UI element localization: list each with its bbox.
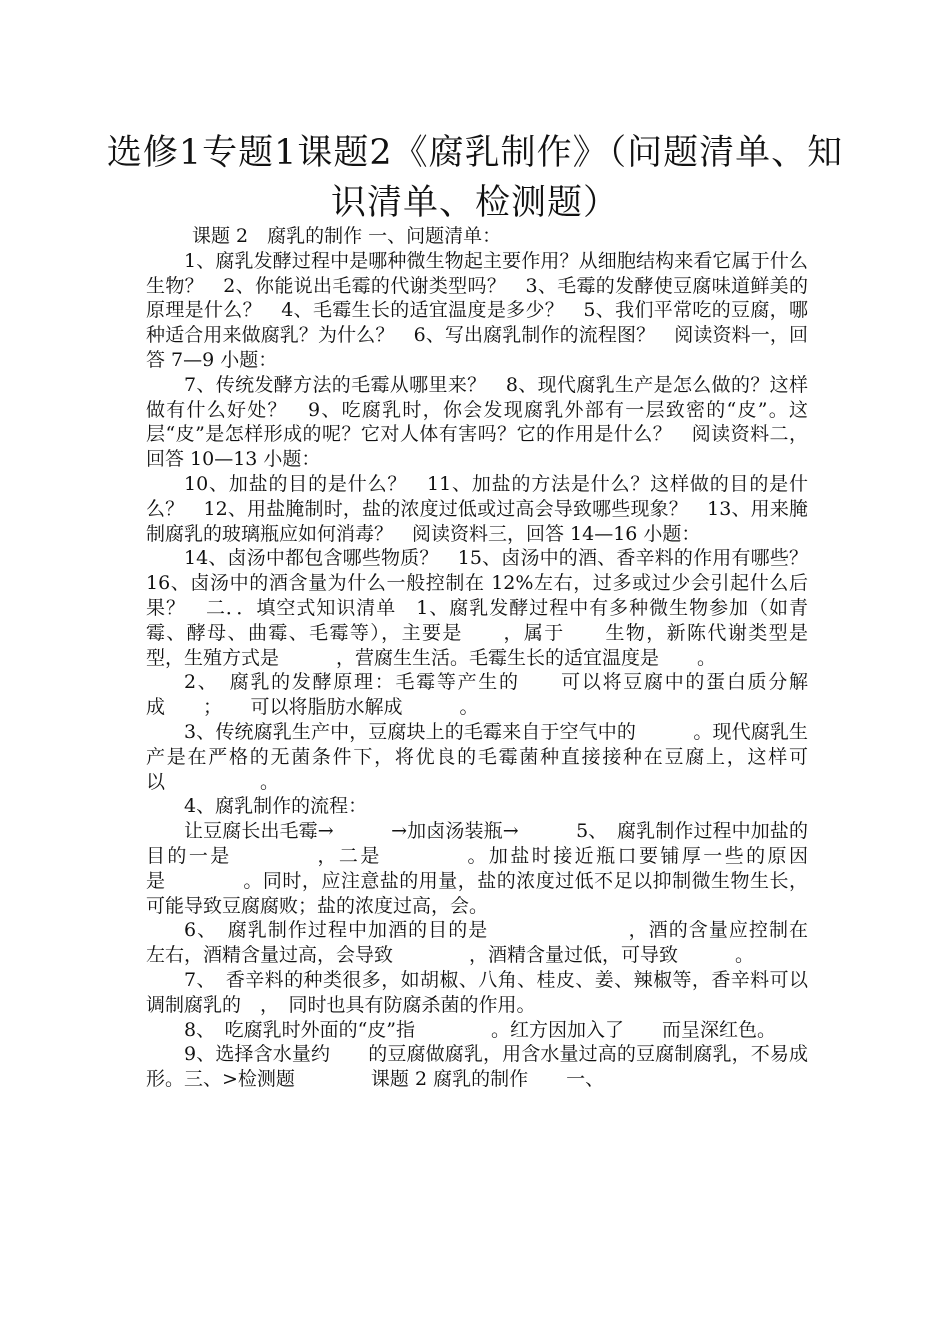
paragraph-11: 7、 香辛料的种类很多，如胡椒、八角、桂皮、姜、辣椒等，香辛料可以调制腐乳的 ， 同时也具有防腐杀菌的作用。 [146,968,808,1016]
paragraph-2: 1、腐乳发酵过程中是哪种微生物起主要作用？从细胞结构来看它属于什么生物？ 2、你能说出毛霉的代谢类型吗？ 3、毛霉的发酵使豆腐味道鲜美的原理是什么？ 4、毛霉生长的适宜温度是多少？ 5、我们平常吃的豆腐，哪种适合用来做腐乳？为什么？ 6、写出腐乳制作的流程图？ 阅读资料一，回答 7—9 小题： [146,249,808,371]
paragraph-6: 2、 腐乳的发酵原理：毛霉等产生的 可以将豆腐中的蛋白质分解成 ； 可以将脂肪水解成 。 [146,671,808,719]
paragraph-1: 课题 2 腐乳的制作 一、问题清单： [192,225,502,247]
document-title: 选修1专题1课题2《腐乳制作》（问题清单、知识清单、检测题） [106,133,844,223]
paragraph-5: 14、卤汤中都包含哪些物质？ 15、卤汤中的酒、香辛料的作用有哪些？ 16、卤汤中的酒含量为什么一般控制在 12%左右，过多或过少会引起什么后果？ 二．．填空式知识清单 1、腐乳发酵过程中有多种微生物参加（如青霉、酵母、曲霉、毛霉等），主要是 ，属于 生物，新陈代谢类型是 型，生殖方式是 ，营腐生生活。毛霉生长的适宜温度是 。 [146,547,866,669]
paragraph-10: 6、 腐乳制作过程中加酒的目的是 ，酒的含量应控制在 左右，酒精含量过高，会导致 ，酒精含量过低，可导致 。 [146,919,847,967]
paragraph-13: 9、选择含水量约 的豆腐做腐乳，用含水量过高的豆腐制腐乳，不易成形。三、>检测题 课题 2 腐乳的制作 一、 [146,1043,808,1091]
paragraph-9: 让豆腐长出毛霉→ →加卤汤装瓶→ 5、 腐乳制作过程中加盐的目的一是 ，二是 。加盐时接近瓶口要铺厚一些的原因是 。同时，应注意盐的用量，盐的浓度过低不足以抑制微生物生长，可能导致豆腐腐败；盐的浓度过高，会。 [146,820,808,917]
paragraph-12: 8、 吃腐乳时外面的“皮”指 。红方因加入了 而呈深红色。 [184,1018,777,1041]
paragraph-4: 10、加盐的目的是什么？ 11、加盐的方法是什么？这样做的目的是什么？ 12、用盐腌制时，盐的浓度过低或过高会导致哪些现象？ 13、用来腌制腐乳的玻璃瓶应如何消毒？ 阅读资料三，回答 14—16 小题： [146,472,808,545]
paragraph-7: 3、传统腐乳生产中，豆腐块上的毛霉来自于空气中的 。现代腐乳生产是在严格的无菌条件下，将优良的毛霉菌种直接接种在豆腐上，这样可以 。 [146,720,808,793]
paragraph-3: 7、传统发酵方法的毛霉从哪里来？ 8、现代腐乳生产是怎么做的？这样做有什么好处？ 9、吃腐乳时，你会发现腐乳外部有一层致密的“皮”。这层“皮”是怎样形成的呢？它对人体有害吗？它的作用是什么？ 阅读资料二，回答 10—13 小题： [146,373,808,471]
document-body [146,224,866,1092]
paragraph-8: 4、腐乳制作的流程： [184,795,368,818]
